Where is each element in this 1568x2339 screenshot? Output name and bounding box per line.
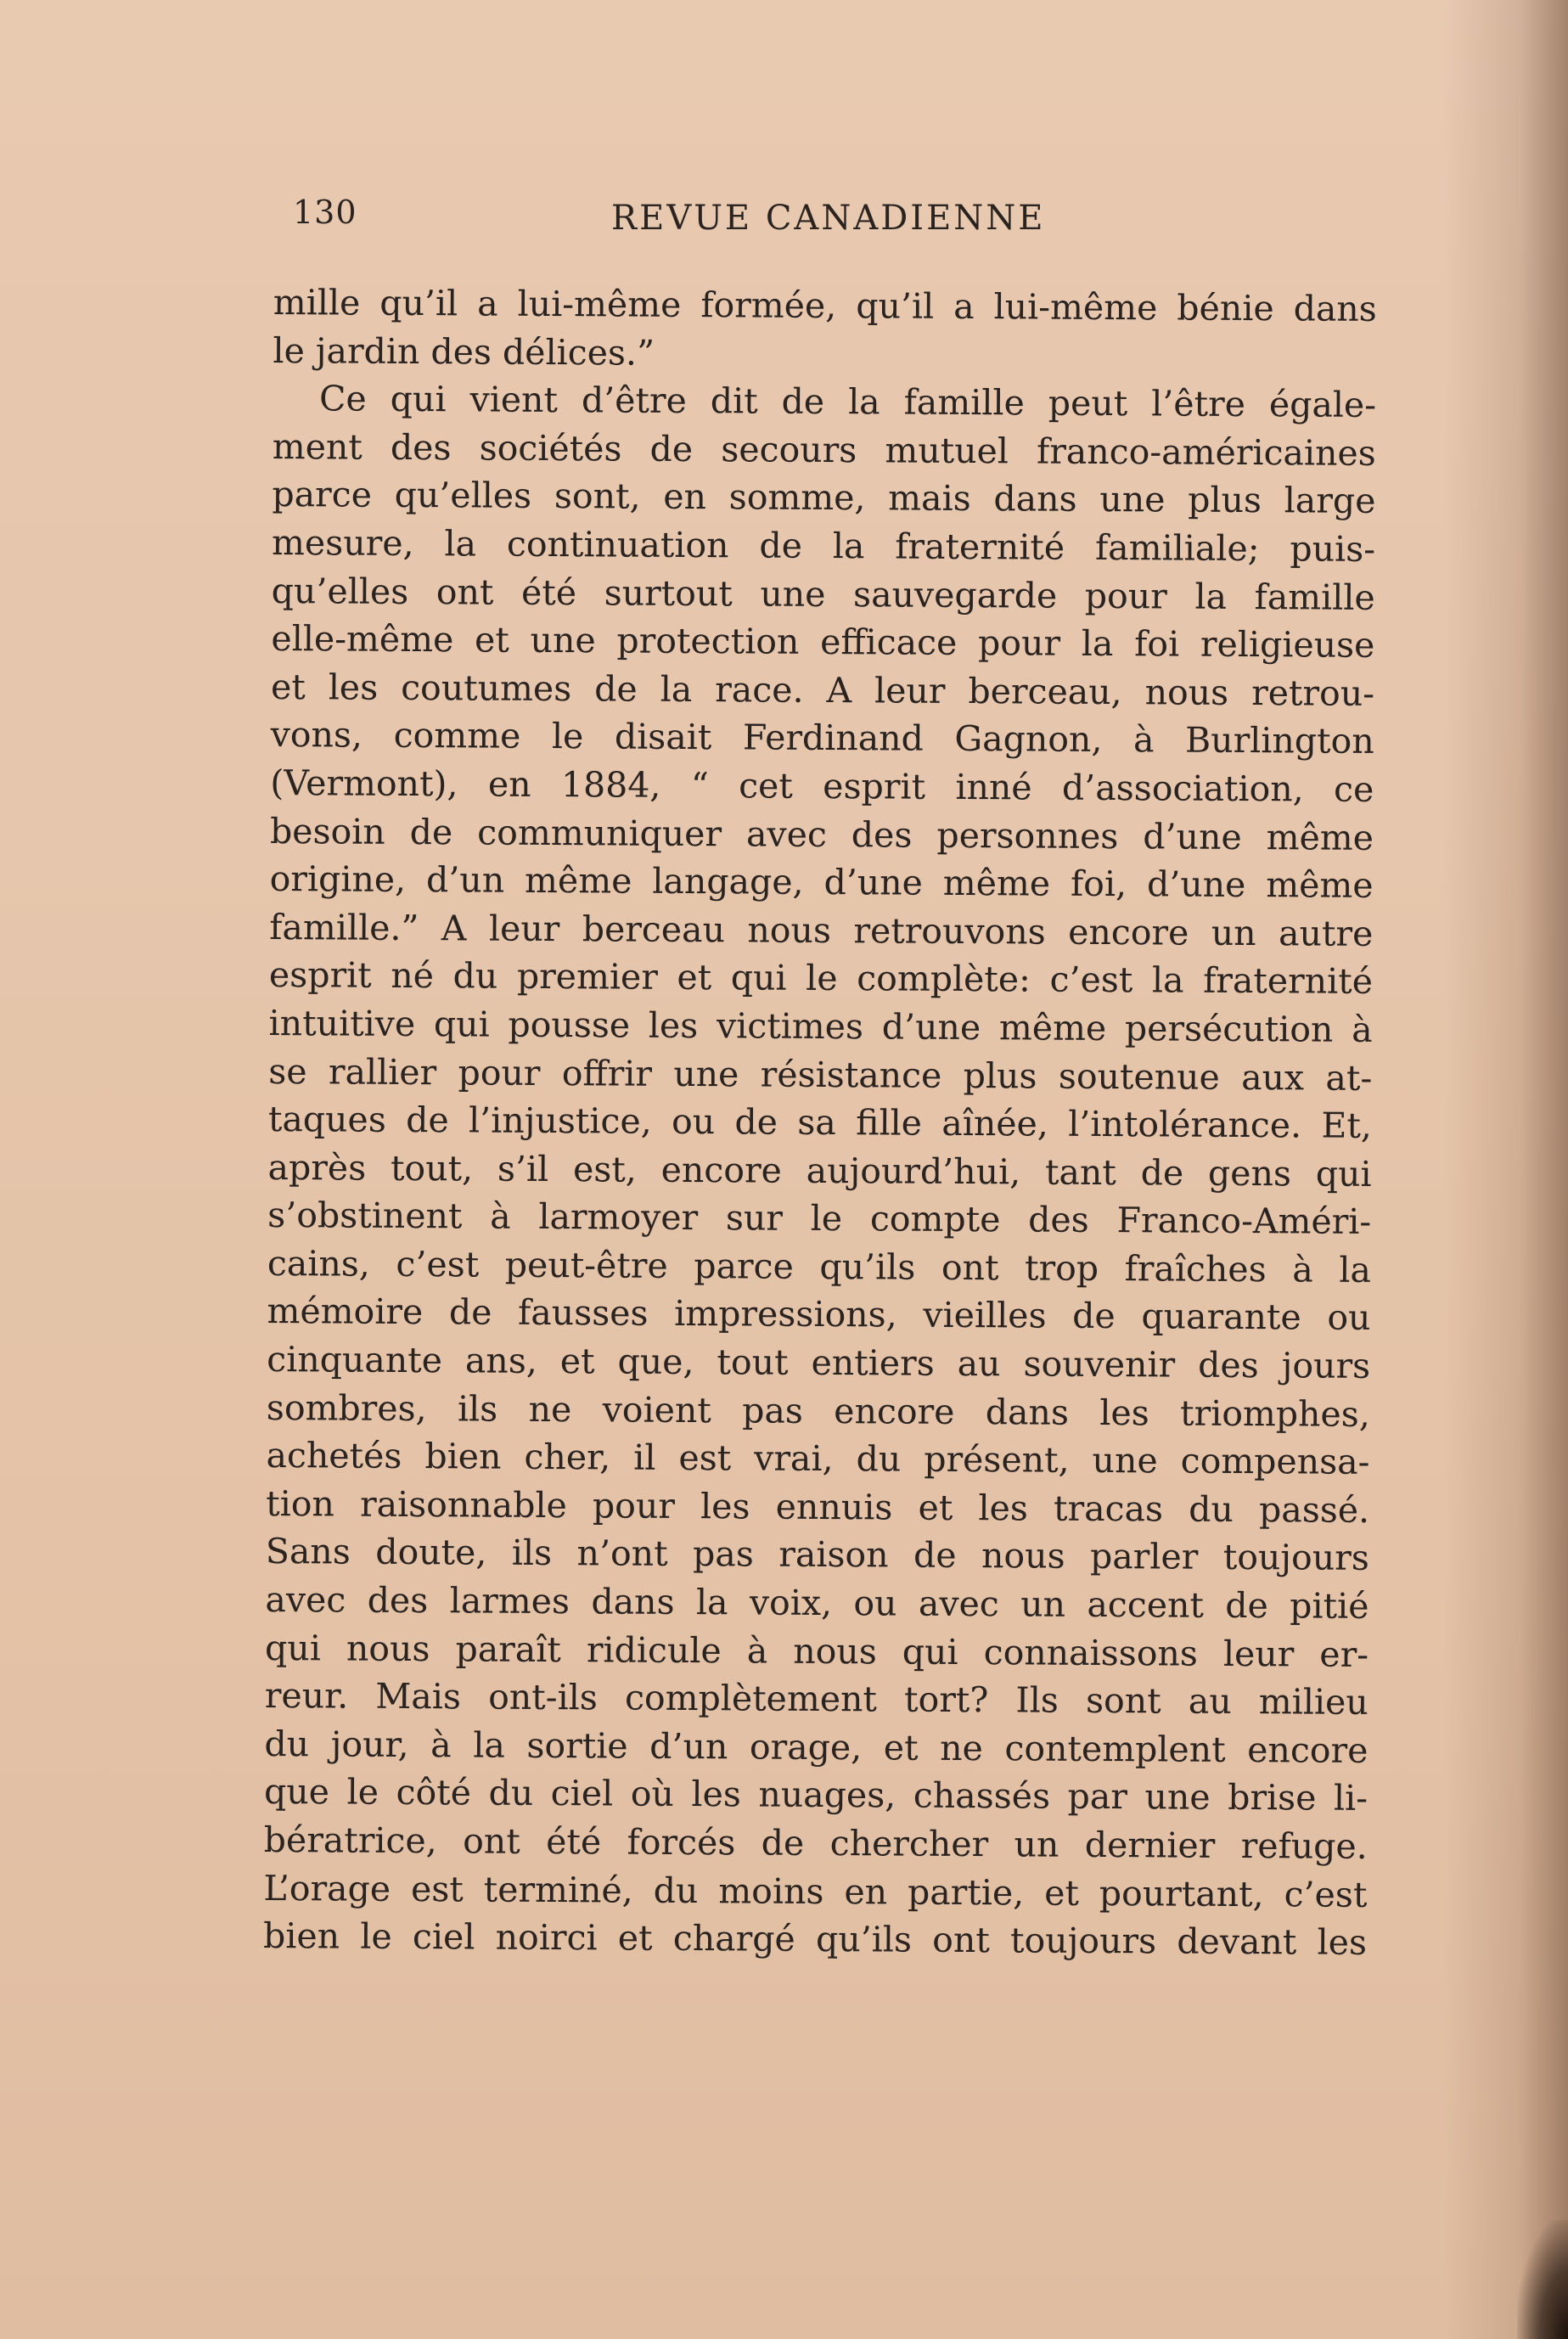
- text-line: tion raisonnable pour les ennuis et les tracas du passé.: [266, 1482, 1370, 1531]
- text-line: vons, comme le disait Ferdinand Gagnon, à Burlington: [270, 714, 1374, 762]
- text-line: mémoire de fausses impressions, vieilles de quarante ou: [267, 1290, 1371, 1339]
- text-line: besoin de communiquer avec des personnes d’une même: [269, 810, 1374, 858]
- text-line: que le côté du ciel où les nuages, chassés par une brise li-: [263, 1771, 1368, 1819]
- binding-shadow: [1517, 2220, 1568, 2339]
- text-line: Ce qui vient d’être dit de la famille peut l’être égale-: [318, 378, 1377, 426]
- text-line: sombres, ils ne voient pas encore dans les triomphes,: [266, 1386, 1370, 1435]
- text-line: parce qu’elles sont, en somme, mais dans une plus large: [272, 474, 1376, 522]
- text-line: intuitive qui pousse les victimes d’une même persécution à: [268, 1002, 1373, 1050]
- text-line: achetés bien cher, il est vrai, du présent, une compensa-: [266, 1435, 1370, 1483]
- text-line: qui nous paraît ridicule à nous qui connaissons leur er-: [265, 1627, 1369, 1675]
- running-title: REVUE CANADIENNE: [611, 199, 1046, 238]
- text-line: s’obstinent à larmoyer sur le compte des Franco-Améri-: [267, 1195, 1372, 1243]
- text-line: ment des sociétés de secours mutuel franco-américaines: [272, 425, 1376, 474]
- text-line: qu’elles ont été surtout une sauvegarde pour la famille: [271, 570, 1375, 618]
- text-line: (Vermont), en 1884, “ cet esprit inné d’association, ce: [270, 762, 1374, 810]
- text-line: taques de l’injustice, ou de sa fille aînée, l’intolérance. Et,: [267, 1099, 1373, 1147]
- page-header: [293, 194, 1091, 245]
- text-line: esprit né du premier et qui le complète: c’est la fraternité: [268, 954, 1374, 1003]
- text-line: cinquante ans, et que, tout entiers au souvenir des jours: [267, 1339, 1371, 1386]
- text-line: bératrice, ont été forcés de chercher un dernier refuge.: [263, 1819, 1368, 1867]
- text-line: mille qu’il a lui-même formée, qu’il a lui-même bénie dans: [273, 281, 1377, 329]
- text-line: Sans doute, ils n’ont pas raison de nous parler toujours: [265, 1531, 1369, 1579]
- text-line: cains, c’est peut-être parce qu’ils ont trop fraîches à la: [267, 1242, 1372, 1290]
- text-line: du jour, à la sortie d’un orage, et ne contemplent encore: [264, 1723, 1368, 1771]
- text-line: famille.” A leur berceau nous retrouvons encore un autre: [269, 906, 1374, 954]
- text-line: et les coutumes de la race. A leur berceau, nous retrou-: [270, 666, 1375, 714]
- body-text: [263, 278, 1377, 1967]
- text-line: mesure, la continuation de la fraternité familiale; puis-: [271, 521, 1376, 570]
- text-line: le jardin des délices.”: [273, 329, 655, 374]
- text-line: après tout, s’il est, encore aujourd’hui, tant de gens qui: [267, 1146, 1372, 1195]
- text-line: bien le ciel noirci et chargé qu’ils ont toujours devant les: [262, 1915, 1368, 1964]
- text-line: elle-même et une protection efficace pour la foi religieuse: [271, 618, 1375, 666]
- text-line: se rallier pour offrir une résistance plus soutenue aux at-: [268, 1050, 1373, 1099]
- text-line: avec des larmes dans la voix, ou avec un accent de pitié: [265, 1579, 1369, 1627]
- text-line: origine, d’un même langage, d’une même foi, d’une même: [269, 858, 1374, 907]
- page-number: 130: [293, 194, 357, 231]
- text-line: L’orage est terminé, du moins en partie, et pourtant, c’est: [263, 1867, 1368, 1915]
- text-line: reur. Mais ont-ils complètement tort? Ils sont au milieu: [264, 1675, 1368, 1723]
